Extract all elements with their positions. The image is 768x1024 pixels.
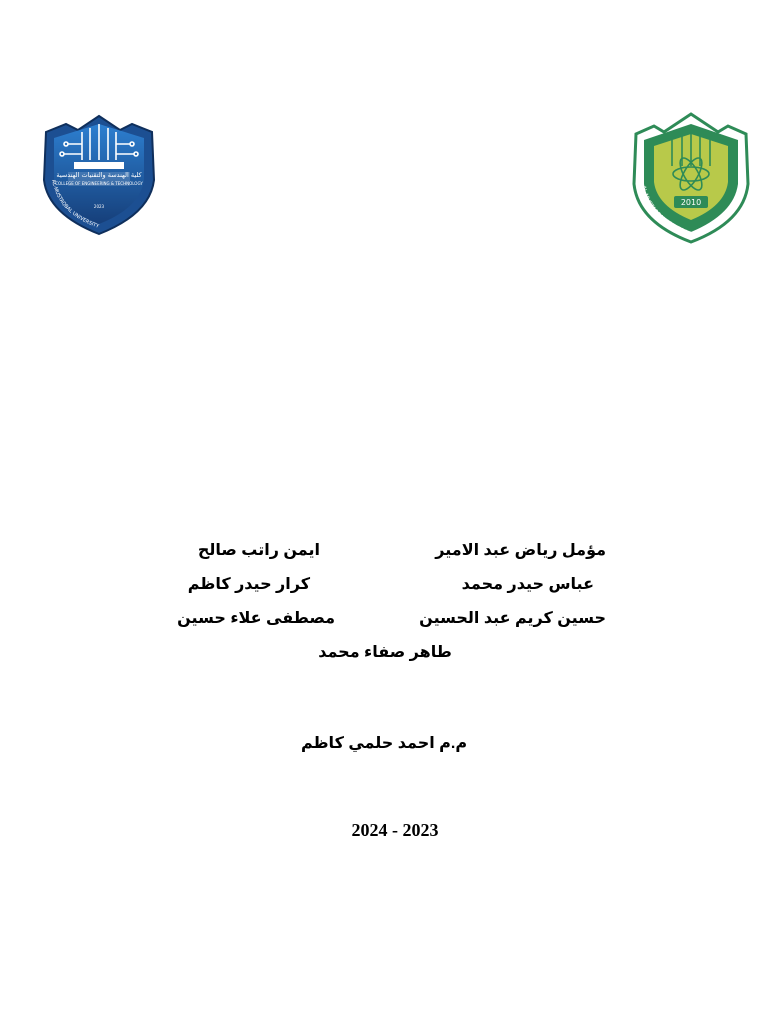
svg-text:AL-MUSTAQBAL UNIVERSITY: AL-MUSTAQBAL UNIVERSIT: [640, 185, 693, 238]
student-name: كرار حيدر كاظم: [187, 576, 310, 593]
student-name: عباس حيدر محمد: [461, 576, 594, 593]
academic-year: 2024 - 2023: [351, 820, 439, 840]
student-name: طاهر صفاء محمد: [318, 644, 452, 661]
names-row-1: [150, 540, 620, 574]
student-name: مصطفى علاء حسين: [177, 610, 335, 627]
student-name: ايمن راتب صالح: [197, 542, 320, 559]
student-names: [150, 540, 620, 676]
al-mustaqbal-university-logo: [630, 110, 752, 246]
student-name: مؤمل رياض عبد الامير: [435, 542, 606, 559]
svg-text:COLLEGE OF ENGINEERING & TECHN: COLLEGE OF ENGINEERING & TECHNOLOGY: [55, 181, 143, 186]
student-name: حسين كريم عبد الحسين: [419, 610, 606, 627]
svg-text:2010: 2010: [680, 198, 702, 207]
college-engineering-logo: [38, 110, 160, 238]
svg-text:كلية الهندسة والتقنيات الهندسي: كلية الهندسة والتقنيات الهندسية: [56, 171, 142, 179]
svg-text:2023: 2023: [93, 204, 105, 209]
names-row-4: [150, 642, 620, 676]
names-row-2: [150, 574, 620, 608]
names-row-3: [150, 608, 620, 642]
svg-text:AL-MUSTAQBAL UNIVERSITY: AL-MUSTAQBAL UNIVERSITY: [50, 179, 100, 230]
supervisor-name: م.م احمد حلمي كاظم: [300, 735, 468, 752]
